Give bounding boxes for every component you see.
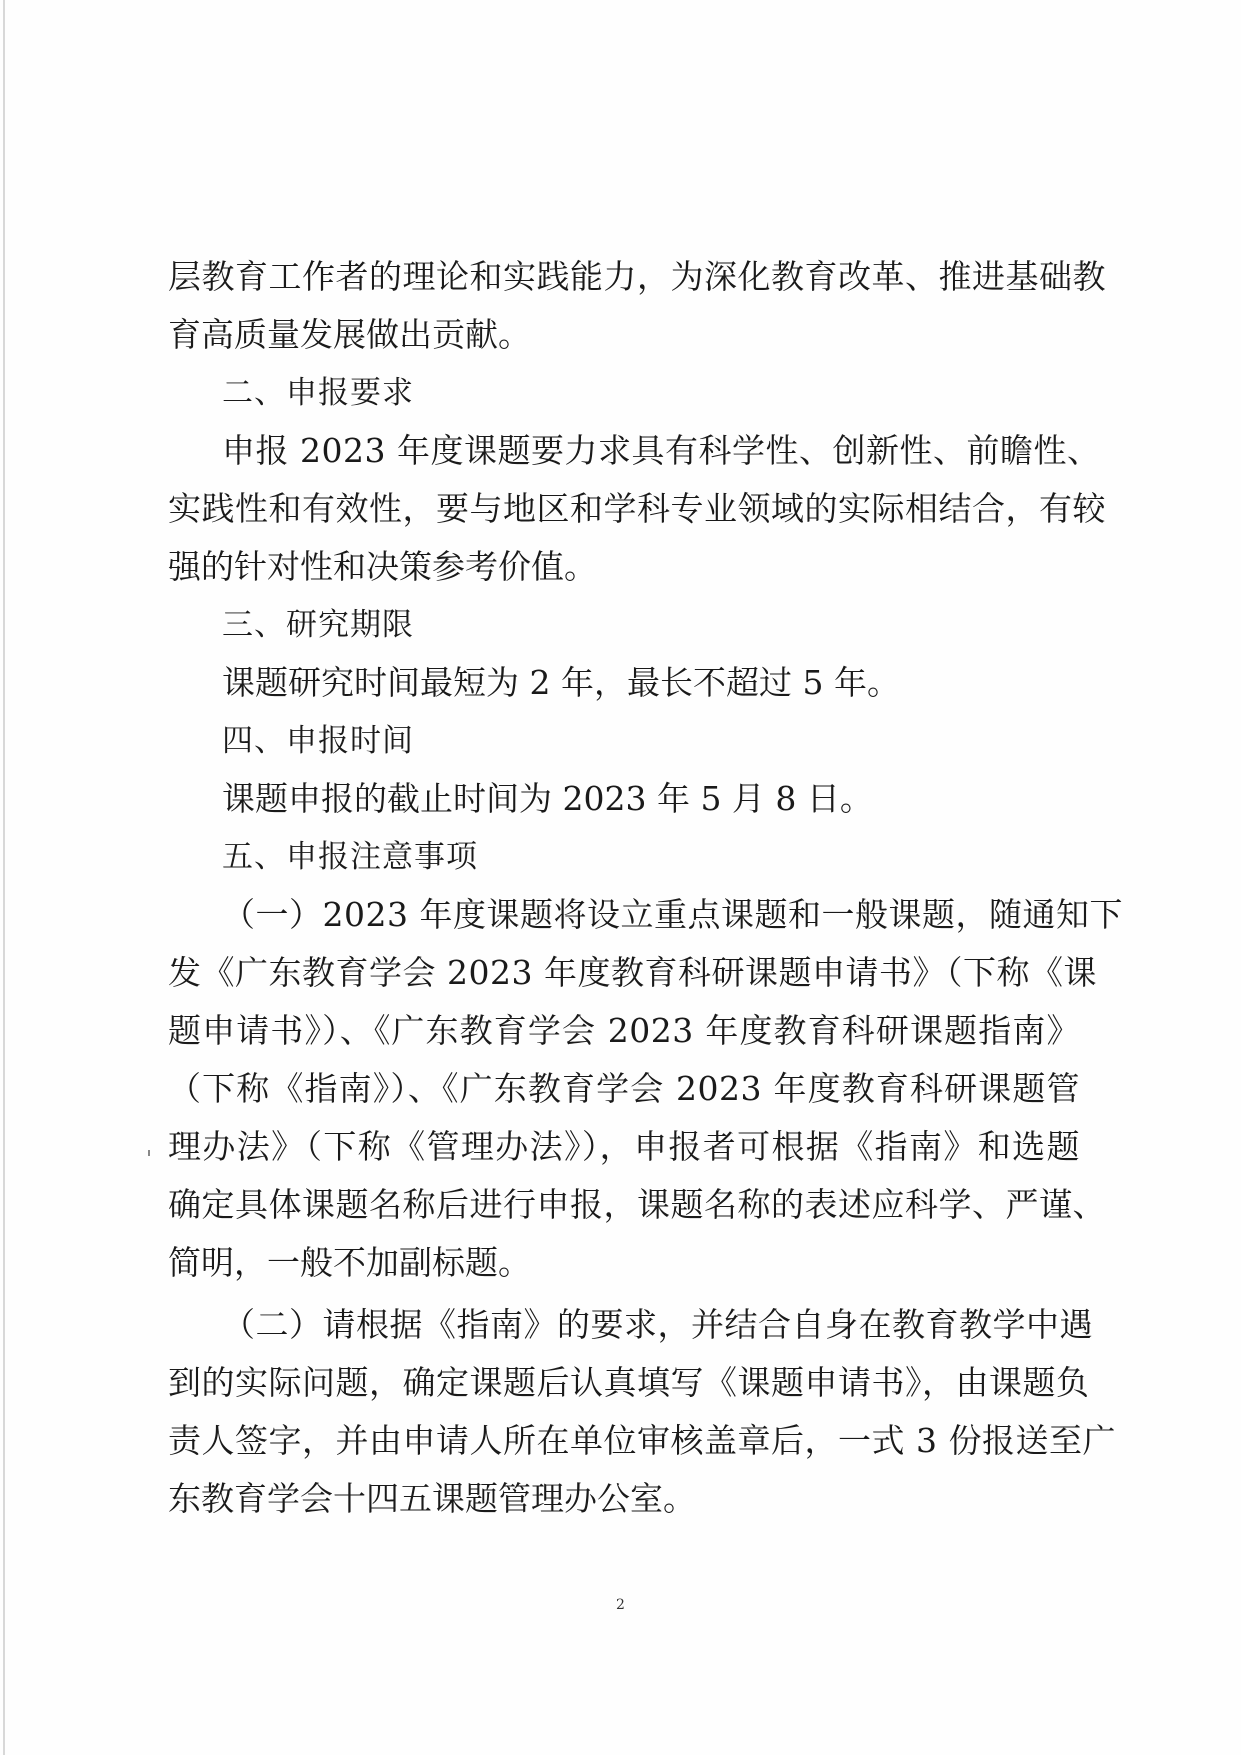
scan-speck — [148, 1150, 150, 1156]
paragraph-line: 实践性和有效性，要与地区和学科专业领域的实际相结合，有较 — [168, 489, 1106, 528]
paragraph-line: 到的实际问题，确定课题后认真填写《课题申请书》，由课题负 — [168, 1363, 1090, 1402]
paragraph-line: 东教育学会十四五课题管理办公室。 — [168, 1479, 696, 1518]
section-heading: 二、申报要求 — [222, 375, 414, 411]
paragraph-line: 申报 2023 年度课题要力求具有科学性、创新性、前瞻性、 — [222, 431, 1101, 470]
page-number: 2 — [616, 1597, 625, 1613]
paragraph-line: 强的针对性和决策参考价值。 — [168, 547, 597, 586]
paragraph-line: 简明，一般不加副标题。 — [168, 1243, 531, 1282]
paragraph-line: 发《广东教育学会 2023 年度教育科研课题申请书》（下称《课 — [168, 953, 1097, 992]
section-heading: 四、申报时间 — [222, 723, 414, 759]
paragraph-line: （一）2023 年度课题将设立重点课题和一般课题，随通知下 — [222, 895, 1123, 934]
paragraph-line: （二）请根据《指南》的要求，并结合自身在教育教学中遇 — [222, 1305, 1093, 1344]
scan-edge-line — [3, 0, 5, 1755]
paragraph-line: （下称《指南》）、《广东教育学会 2023 年度教育科研课题管 — [168, 1069, 1080, 1108]
paragraph-line: 层教育工作者的理论和实践能力，为深化教育改革、推进基础教 — [168, 257, 1106, 296]
paragraph-line: 课题研究时间最短为 2 年，最长不超过 5 年。 — [222, 663, 900, 702]
paragraph-line: 确定具体课题名称后进行申报，课题名称的表述应科学、严谨、 — [168, 1185, 1106, 1224]
paragraph-line: 责人签字，并由申请人所在单位审核盖章后，一式 3 份报送至广 — [168, 1421, 1116, 1460]
section-heading: 五、申报注意事项 — [222, 839, 478, 875]
paragraph-line: 题申请书》）、《广东教育学会 2023 年度教育科研课题指南》 — [168, 1011, 1080, 1050]
section-heading: 三、研究期限 — [222, 607, 414, 643]
paragraph-line: 课题申报的截止时间为 2023 年 5 月 8 日。 — [222, 779, 873, 818]
document-body — [168, 248, 1123, 1528]
paragraph-line: 育高质量发展做出贡献。 — [168, 315, 531, 354]
paragraph-line: 理办法》（下称《管理办法》），申报者可根据《指南》和选题 — [168, 1127, 1080, 1166]
